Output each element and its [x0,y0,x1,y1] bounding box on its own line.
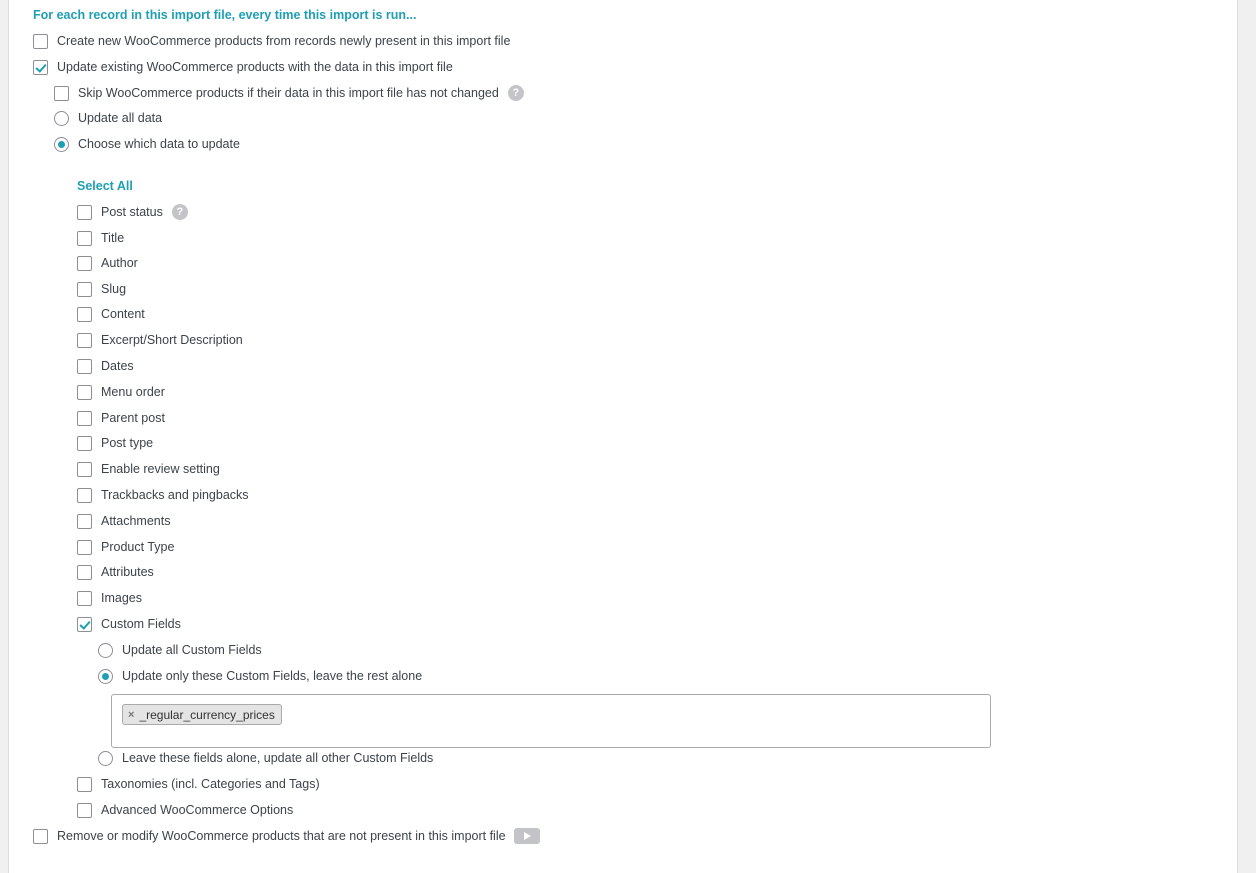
choose-data-option[interactable] [54,134,240,154]
attributes-checkbox[interactable] [77,565,92,580]
dates-checkbox[interactable] [77,359,92,374]
cf-update-all-label: Update all Custom Fields [122,643,262,657]
cf-leave-these-label: Leave these fields alone, update all other Custom Fields [122,751,434,765]
cf-update-only-radio[interactable] [98,669,113,684]
field-review[interactable] [77,459,220,479]
field-post-type[interactable] [77,433,153,453]
update-existing-option[interactable] [33,57,453,77]
custom-fields-tag-input[interactable] [111,694,991,748]
create-new-label: Create new WooCommerce products from records newly present in this import file [57,34,511,48]
cf-leave-these-radio[interactable] [98,751,113,766]
excerpt-label: Excerpt/Short Description [101,333,243,347]
parent-post-label: Parent post [101,411,165,425]
trackbacks-label: Trackbacks and pingbacks [101,488,249,502]
field-dates[interactable] [77,356,134,376]
skip-unchanged-option[interactable] [54,83,524,103]
post-status-label: Post status [101,205,163,219]
field-title[interactable] [77,228,124,248]
choose-data-label: Choose which data to update [78,137,240,151]
attachments-label: Attachments [101,514,171,528]
review-checkbox[interactable] [77,462,92,477]
product-type-label: Product Type [101,540,175,554]
parent-post-checkbox[interactable] [77,411,92,426]
field-advanced[interactable] [77,800,293,820]
remove-missing-label: Remove or modify WooCommerce products that are not present in this import file [57,829,506,843]
slug-label: Slug [101,282,127,296]
play-video-icon[interactable] [514,828,540,844]
taxonomies-label: Taxonomies (incl. Categories and Tags) [101,777,320,791]
field-trackbacks[interactable] [77,485,249,505]
advanced-label: Advanced WooCommerce Options [101,803,294,817]
skip-unchanged-label: Skip WooCommerce products if their data in this import file has not changed [78,86,499,100]
post-type-checkbox[interactable] [77,436,92,451]
choose-data-radio[interactable] [54,137,69,152]
field-author[interactable] [77,253,138,273]
slug-checkbox[interactable] [77,282,92,297]
skip-unchanged-checkbox[interactable] [54,86,69,101]
field-product-type[interactable] [77,537,174,557]
images-checkbox[interactable] [77,591,92,606]
update-existing-label: Update existing WooCommerce products with the data in this import file [57,60,453,74]
tag-label: _regular_currency_prices [139,707,275,722]
title-checkbox[interactable] [77,231,92,246]
cf-update-all-radio[interactable] [98,643,113,658]
menu-order-label: Menu order [101,385,165,399]
create-new-option[interactable] [33,31,510,51]
update-existing-checkbox[interactable] [33,60,48,75]
update-all-data-label: Update all data [78,111,163,125]
create-new-checkbox[interactable] [33,34,48,49]
attributes-label: Attributes [101,565,154,579]
cf-update-only-label: Update only these Custom Fields, leave the rest alone [122,669,423,683]
post-type-label: Post type [101,436,154,450]
field-content[interactable] [77,304,145,324]
help-icon[interactable]: ? [508,85,524,101]
help-icon[interactable]: ? [172,204,188,220]
menu-order-checkbox[interactable] [77,385,92,400]
post-status-checkbox[interactable] [77,205,92,220]
update-all-data-radio[interactable] [54,111,69,126]
dates-label: Dates [101,359,134,373]
author-checkbox[interactable] [77,256,92,271]
custom-fields-label: Custom Fields [101,617,181,631]
content-label: Content [101,307,145,321]
images-label: Images [101,591,142,605]
field-custom-fields[interactable] [77,614,181,634]
content-checkbox[interactable] [77,307,92,322]
field-attachments[interactable] [77,511,170,531]
taxonomies-checkbox[interactable] [77,777,92,792]
custom-field-tag [122,704,282,725]
product-type-checkbox[interactable] [77,540,92,555]
trackbacks-checkbox[interactable] [77,488,92,503]
field-attributes[interactable] [77,562,154,582]
excerpt-checkbox[interactable] [77,333,92,348]
custom-fields-checkbox[interactable] [77,617,92,632]
author-label: Author [101,256,138,270]
review-label: Enable review setting [101,462,220,476]
select-all-link[interactable]: Select All [77,179,133,193]
field-slug[interactable] [77,279,126,299]
update-all-data-option[interactable] [54,108,162,128]
title-label: Title [101,231,125,245]
cf-update-only-option[interactable] [98,666,422,686]
field-taxonomies[interactable] [77,774,320,794]
advanced-checkbox[interactable] [77,803,92,818]
field-images[interactable] [77,588,142,608]
attachments-checkbox[interactable] [77,514,92,529]
cf-leave-these-option[interactable] [98,748,433,768]
field-parent-post[interactable] [77,408,165,428]
field-post-status[interactable] [77,202,188,222]
field-menu-order[interactable] [77,382,165,402]
cf-update-all-option[interactable] [98,640,262,660]
field-excerpt[interactable] [77,330,243,350]
tag-remove-icon[interactable]: × [128,708,135,721]
remove-missing-option[interactable] [33,826,540,846]
section-heading: For each record in this import file, every time this import is run... [33,8,417,22]
remove-missing-checkbox[interactable] [33,829,48,844]
